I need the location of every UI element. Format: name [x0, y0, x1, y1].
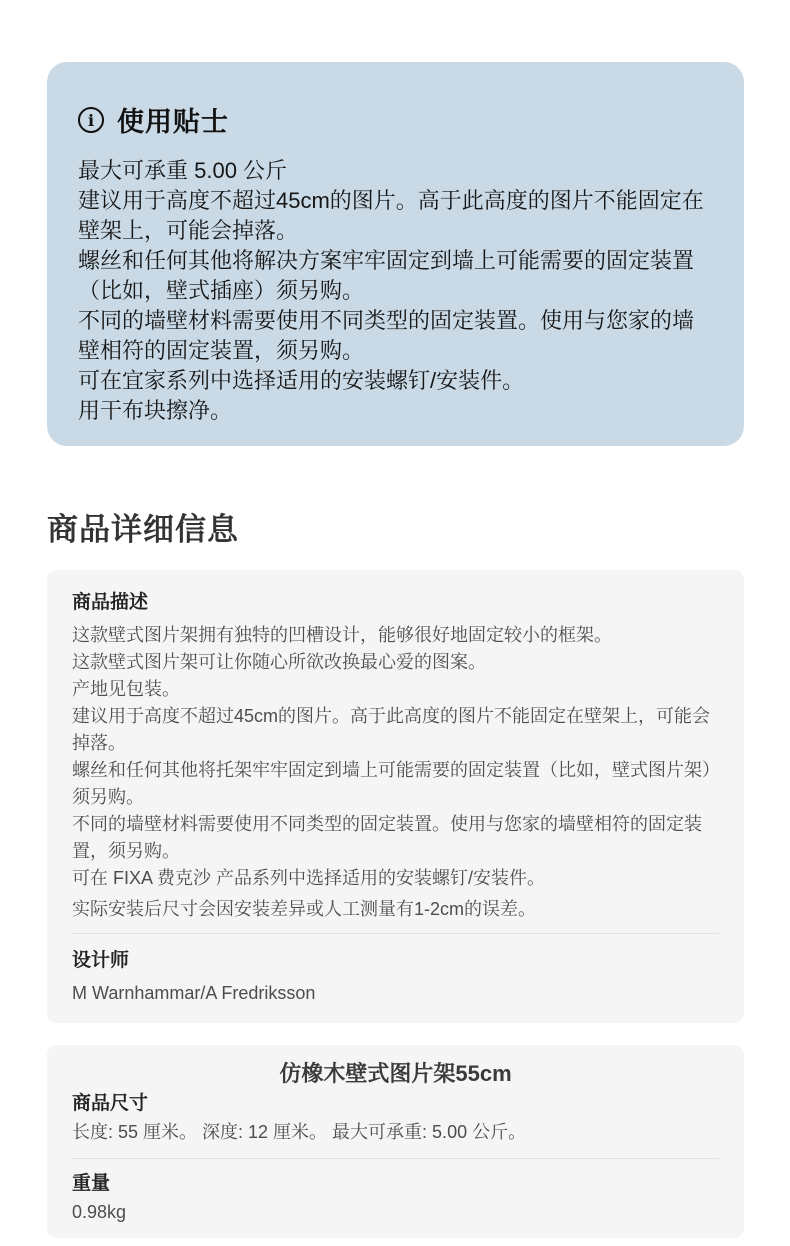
usage-tips-header: [78, 100, 712, 139]
usage-tips-line: 螺丝和任何其他将解决方案牢牢固定到墙上可能需要的固定装置（比如，壁式插座）须另购。: [78, 248, 695, 303]
info-icon-glyph: i: [87, 110, 95, 130]
description-line: 这款壁式图片架可让你随心所欲改换最心爱的图案。: [72, 652, 486, 672]
product-specs-panel: [47, 1045, 744, 1238]
designer-name: M Warnhammar/A Fredriksson: [72, 983, 316, 1003]
usage-tips-card: [47, 62, 744, 446]
usage-tips-line: 用干布块擦净。: [78, 398, 233, 423]
usage-tips-line: 可在宜家系列中选择适用的安装螺钉/安装件。: [78, 368, 525, 393]
dimensions-value: 长度: 55 厘米。 深度: 12 厘米。 最大可承重: 5.00 公斤。: [72, 1122, 527, 1142]
description-line: 这款壁式图片架拥有独特的凹槽设计，能够很好地固定较小的框架。: [72, 625, 612, 645]
product-description-panel: [47, 570, 744, 1023]
description-line: 螺丝和任何其他将托架牢牢固定到墙上可能需要的固定装置（比如，壁式图片架）须另购。: [72, 760, 711, 807]
description-lines: [72, 622, 719, 892]
divider: [72, 933, 719, 934]
usage-tips-line: 不同的墙壁材料需要使用不同类型的固定装置。使用与您家的墙壁相符的固定装置，须另购。: [78, 308, 695, 363]
divider: [72, 1158, 719, 1159]
info-icon: [78, 107, 104, 133]
description-title: 商品描述: [72, 592, 149, 613]
product-detail-page: [0, 62, 790, 1246]
description-line: 产地见包装。: [72, 679, 180, 699]
description-line: 不同的墙壁材料需要使用不同类型的固定装置。使用与您家的墙壁相符的固定装置，须另购。: [72, 814, 702, 861]
usage-tips-line: 建议用于高度不超过45cm的图片。高于此高度的图片不能固定在壁架上，可能会掉落。: [78, 188, 704, 243]
description-line: 建议用于高度不超过45cm的图片。高于此高度的图片不能固定在壁架上，可能会掉落。: [72, 706, 711, 753]
description-line: 可在 FIXA 费克沙 产品系列中选择适用的安装螺钉/安装件。: [72, 868, 546, 888]
details-section-title: 商品详细信息: [47, 512, 239, 547]
product-title: 仿橡木壁式图片架55cm: [279, 1061, 512, 1086]
usage-tips-lines: [78, 156, 712, 426]
measurement-note: 实际安装后尺寸会因安装差异或人工测量有1-2cm的误差。: [72, 899, 537, 919]
usage-tips-title: 使用贴士: [117, 107, 229, 137]
dimensions-title: 商品尺寸: [72, 1093, 149, 1114]
designer-title: 设计师: [72, 950, 130, 971]
usage-tips-line: 最大可承重 5.00 公斤: [78, 158, 288, 183]
weight-title: 重量: [72, 1173, 111, 1194]
weight-value: 0.98kg: [72, 1202, 127, 1222]
